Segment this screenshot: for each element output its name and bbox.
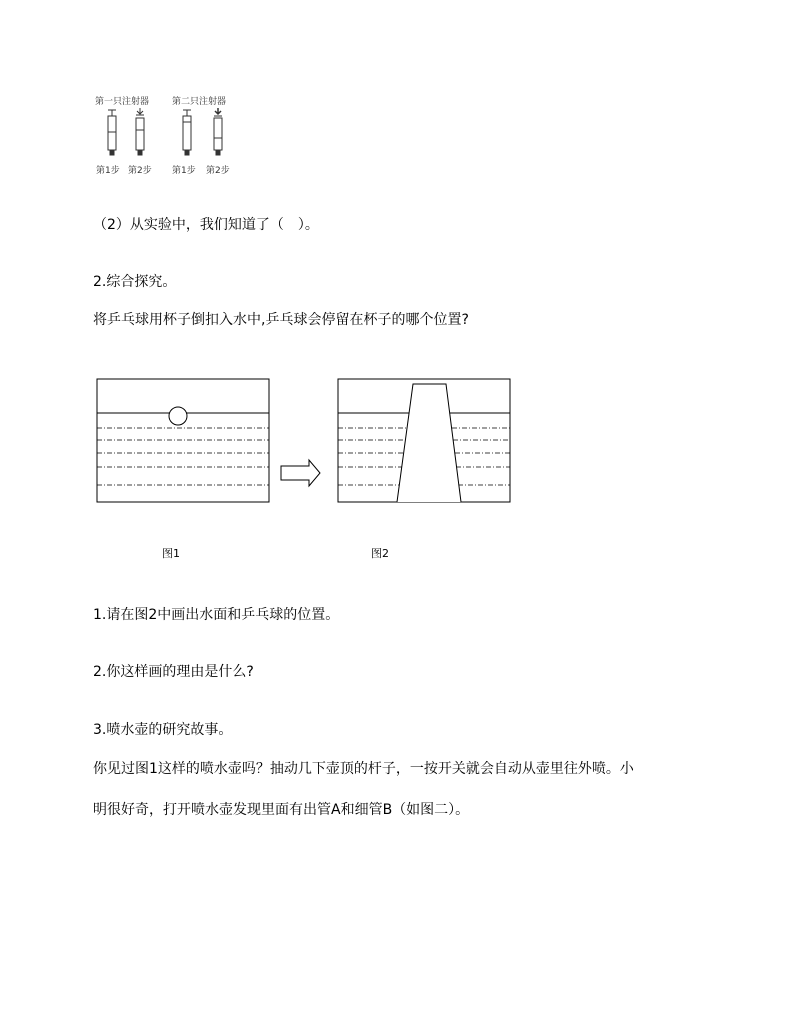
second-syringe-label: 第二只注射器 [172, 97, 227, 107]
syringe-illustration [90, 94, 240, 178]
section-3-title: 3.喷水壶的研究故事。 [93, 722, 233, 738]
syringe-drawings [90, 108, 240, 160]
question-2-subpart: （2）从实验中，我们知道了（ ）。 [93, 217, 319, 233]
syringe-1-step-1 [108, 110, 116, 155]
inverted-cup [397, 384, 461, 502]
arrow-right-icon [281, 460, 320, 486]
syringe-1-step-2-label: 第2步 [128, 166, 152, 176]
section-2-question: 将乒乓球用杯子倒扣入水中,乒乓球会停留在杯子的哪个位置? [93, 312, 469, 328]
ping-pong-ball [169, 407, 187, 425]
figure-2-caption: 图2 [371, 547, 389, 560]
figure-1-caption: 图1 [162, 547, 180, 560]
syringe-2-step-2-label: 第2步 [206, 166, 230, 176]
first-syringe-label: 第一只注射器 [95, 97, 150, 107]
figure-2-drawing [338, 379, 510, 502]
syringe-1-step-2 [136, 108, 144, 155]
section-2-question-2: 2.你这样画的理由是什么? [93, 664, 254, 680]
section-2-title: 2.综合探究。 [93, 274, 177, 290]
ping-pong-figures [96, 378, 514, 504]
syringe-1-step-1-label: 第1步 [96, 166, 120, 176]
syringe-2-step-1 [183, 110, 191, 155]
syringe-2-step-1-label: 第1步 [172, 166, 196, 176]
section-2-question-1: 1.请在图2中画出水面和乒乓球的位置。 [93, 607, 340, 623]
section-3-paragraph-line-2: 明很好奇，打开喷水壶发现里面有出管A和细管B（如图二）。 [93, 802, 470, 818]
figure-1-drawing [97, 379, 269, 502]
syringe-2-step-2 [214, 108, 222, 155]
section-3-paragraph-line-1: 你见过图1这样的喷水壶吗？抽动几下壶顶的杆子，一按开关就会自动从壶里往外喷。小 [93, 761, 634, 777]
